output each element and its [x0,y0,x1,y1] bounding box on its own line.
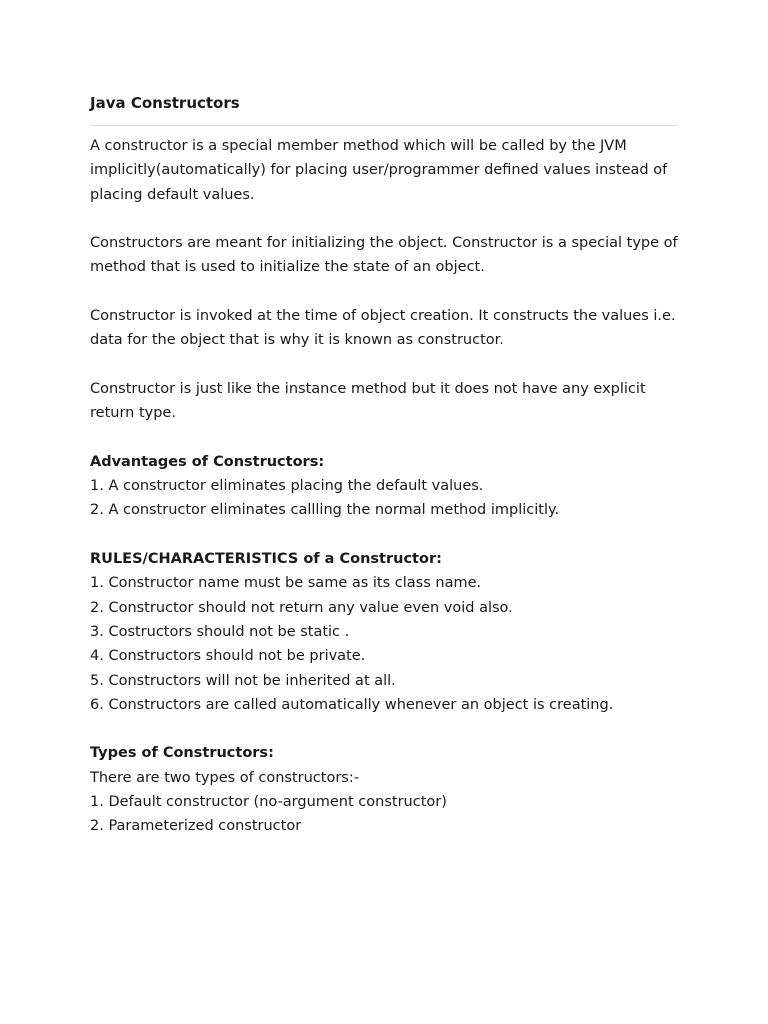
list-item: 3. Costructors should not be static . [90,623,350,640]
advantages-section [90,450,678,523]
types-heading: Types of Constructors: [90,745,274,762]
list-item: 1. Constructor name must be same as its class name. [90,575,482,592]
return-type-paragraph: Constructor is just like the instance method but it does not have any explicit return type. [90,380,646,422]
list-item: 2. Parameterized constructor [90,818,302,835]
types-intro: There are two types of constructors:- [90,769,359,786]
advantages-heading: Advantages of Constructors: [90,453,325,470]
rules-heading: RULES/CHARACTERISTICS of a Constructor: [90,551,442,568]
rules-section [90,547,678,717]
title-divider [90,125,678,126]
list-item: 1. Default constructor (no-argument constructor) [90,794,447,811]
document-title: Java Constructors [90,94,240,112]
intro-paragraph: A constructor is a special member method which will be called by the JVM implicitly(automatically) for placing user/programmer defined values instead of placing default values. [90,138,668,203]
list-item: 1. A constructor eliminates placing the default values. [90,478,484,495]
purpose-paragraph: Constructors are meant for initializing the object. Constructor is a special type of method that is used to initialize the state of an object. [90,235,678,276]
list-item: 2. A constructor eliminates callling the normal method implicitly. [90,502,560,519]
invocation-paragraph: Constructor is invoked at the time of object creation. It constructs the values i.e. data for the object that is why it is known as constructor. [90,308,676,349]
list-item: 5. Constructors will not be inherited at all. [90,672,396,689]
types-section [90,741,678,838]
list-item: 6. Constructors are called automatically whenever an object is creating. [90,696,614,713]
list-item: 4. Constructors should not be private. [90,648,366,665]
document-body [90,134,678,839]
list-item: 2. Constructor should not return any value even void also. [90,599,513,616]
